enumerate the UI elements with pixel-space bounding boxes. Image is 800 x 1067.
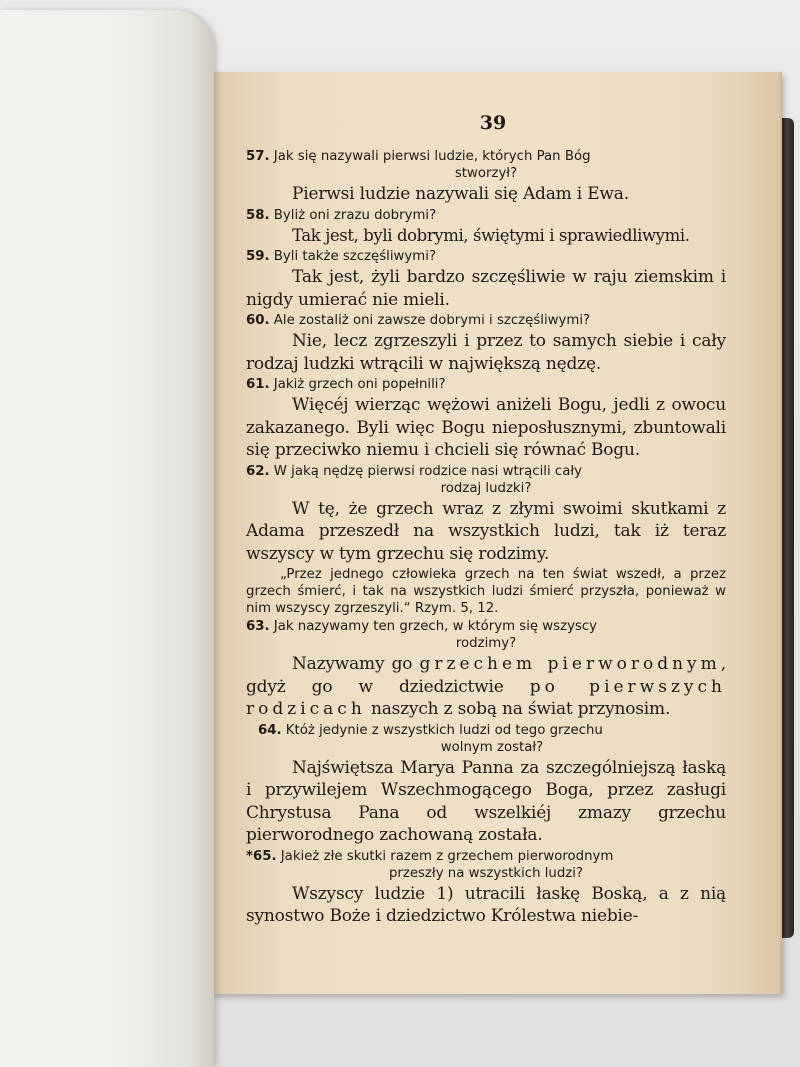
scripture-quote: „Przez jednego człowieka grzech na ten świat wszedł, a przez grzech śmierć, i tak na wszystkich ludzi śmierć przyszła, ponieważ w nim wszyscy zgrzeszyli.“ Rzym. 5, 12.	[246, 567, 726, 616]
answer-text: naszych z sobą na świat przynosim.	[365, 699, 671, 719]
question-60	[246, 312, 726, 329]
question-text: Ale zostaliż oni zawsze dobrymi i szczęśliwymi?	[273, 313, 591, 328]
answer-63	[246, 653, 726, 721]
page-number: 39	[479, 112, 507, 134]
question-number: 64.	[258, 722, 282, 738]
answer-57: Pierwsi ludzie nazywali się Adam i Ewa.	[292, 184, 629, 204]
question-number: 61.	[246, 377, 270, 392]
question-number: 62.	[246, 463, 270, 479]
question-number: 58.	[246, 207, 270, 223]
question-57	[246, 148, 726, 182]
question-text: Jakiż grzech oni popełnili?	[273, 377, 446, 392]
answer-60: Nie, lecz zgrzeszyli i przez to samych siebie i cały rodzaj ludzki wtrącili w największą nędzę.	[246, 331, 726, 374]
book-page-left	[0, 10, 214, 1067]
question-number: 63.	[246, 619, 270, 634]
question-text: Jakież złe skutki razem z grzechem pierworodnym	[280, 848, 614, 864]
emphasized-term: grzechem pierworodnym	[419, 654, 721, 674]
question-59	[246, 248, 726, 265]
answer-62: W tę, że grzech wraz z złymi swoimi skutkami z Adama przeszedł na wszystkich ludzi, tak iż teraz wszyscy w tym grzechu się rodzimy.	[246, 498, 726, 564]
question-text: Jak się nazywali pierwsi ludzie, których Pan Bóg	[273, 149, 591, 164]
question-text: Byli także szczęśliwymi?	[273, 249, 436, 264]
answer-58: Tak jest, byli dobrymi, świętymi i sprawiedliwymi.	[292, 225, 690, 245]
question-text: W jaką nędzę pierwsi rodzice nasi wtrącili cały	[273, 463, 583, 479]
answer-text: , gdyż go w dziedzictwie	[246, 654, 726, 697]
question-text-cont: przeszły na wszystkich ludzi?	[388, 865, 584, 881]
answer-64: Najświętsza Marya Panna za szczególniejszą łaską i przywilejem Wszechmogącego Boga, przez zasługi Chrystusa Pana od wszelkiéj zmazy grzechu pierworodnego zachowaną została.	[246, 757, 726, 845]
question-number: 57.	[246, 149, 270, 164]
question-number: 60.	[246, 313, 270, 328]
answer-text: Nazywamy go	[292, 654, 420, 674]
question-61	[246, 376, 726, 393]
question-text: Byliż oni zrazu dobrymi?	[273, 207, 437, 223]
question-58	[246, 207, 726, 224]
question-63	[246, 618, 726, 652]
answer-59: Tak jest, żyli bardzo szczęśliwie w raju ziemskim i nigdy umierać nie mieli.	[246, 267, 726, 310]
question-number: *65.	[246, 848, 277, 864]
question-number: 59.	[246, 249, 270, 264]
answer-61: Więcéj wierząc wężowi aniżeli Bogu, jedli z owocu zakazanego. Byli więc Bogu nieposłusznymi, zbuntowali się przeciwko niemu i chcieli się równać Bogu.	[246, 395, 726, 460]
page-text	[246, 112, 726, 929]
question-text-cont: rodzaj ludzki?	[440, 480, 532, 496]
emphasized-term: po pierwszych rodzicach	[246, 676, 726, 719]
question-text: Któż jedynie z wszystkich ludzi od tego grzechu	[285, 722, 603, 738]
question-text-cont: stworzył?	[454, 166, 518, 181]
question-64	[246, 722, 726, 756]
question-text-cont: wolnym został?	[440, 739, 544, 755]
question-62	[246, 463, 726, 497]
answer-65: Wszyscy ludzie 1) utracili łaskę Boską, a z nią synostwo Boże i dziedzictwo Królestwa niebie-	[246, 883, 726, 926]
question-text-cont: rodzimy?	[455, 636, 517, 651]
question-65	[246, 848, 726, 882]
question-text: Jak nazywamy ten grzech, w którym się wszyscy	[273, 619, 598, 634]
